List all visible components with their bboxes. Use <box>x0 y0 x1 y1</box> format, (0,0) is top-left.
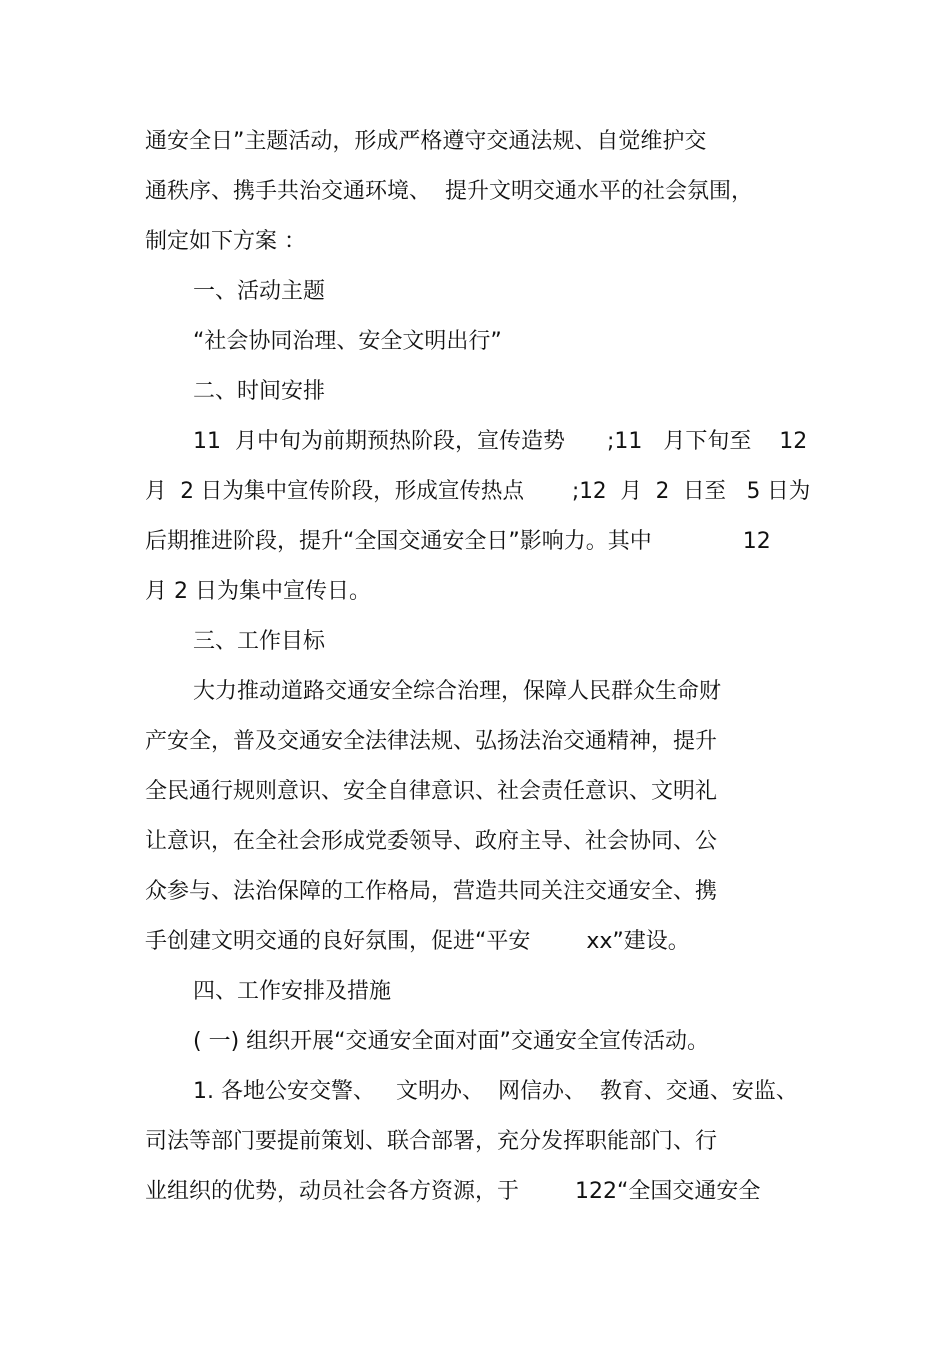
section-heading: 三、工作目标 <box>193 629 326 654</box>
body-text-line: 月 2 日为集中宣传阶段，形成宣传热点 ;12 月 2 日至 5 日为 <box>145 479 811 504</box>
body-text-line: 业组织的优势，动员社会各方资源，于 122“全国交通安全 <box>145 1179 761 1204</box>
body-text-line: 1. 各地公安交警、 文明办、 网信办、 教育、交通、安监、 <box>193 1079 798 1104</box>
body-text-line: 产安全，普及交通安全法律法规、弘扬法治交通精神，提升 <box>145 729 718 754</box>
subsection-heading: ( 一) 组织开展“交通安全面对面”交通安全宣传活动。 <box>193 1029 709 1054</box>
body-text-line: 11 月中旬为前期预热阶段，宣传造势 ;11 月下旬至 12 <box>193 429 808 454</box>
body-text-line: 月 2 日为集中宣传日。 <box>145 579 371 604</box>
body-text-line: 后期推进阶段，提升“全国交通安全日”影响力。其中 12 <box>145 529 771 554</box>
body-text-line: 制定如下方案 ： <box>145 229 306 254</box>
body-text-line: 司法等部门要提前策划、联合部署，充分发挥职能部门、行 <box>145 1129 718 1154</box>
section-heading: 四、工作安排及措施 <box>193 979 392 1004</box>
body-text-line: 大力推动道路交通安全综合治理，保障人民群众生命财 <box>193 679 722 704</box>
body-text-line: 手创建文明交通的良好氛围，促进“平安 xx”建设。 <box>145 929 690 954</box>
body-text-line: 让意识，在全社会形成党委领导、政府主导、社会协同、公 <box>145 829 718 854</box>
section-heading: 一、活动主题 <box>193 279 326 304</box>
body-text-line: 全民通行规则意识、安全自律意识、社会责任意识、文明礼 <box>145 779 718 804</box>
body-text-line: 通安全日”主题活动，形成严格遵守交通法规、自觉维护交 <box>145 129 707 154</box>
body-text-line: 通秩序、携手共治交通环境、 提升文明交通水平的社会氛围， <box>145 179 753 204</box>
section-heading: 二、时间安排 <box>193 379 326 404</box>
theme-quote: “社会协同治理、安全文明出行” <box>193 329 502 354</box>
body-text-line: 众参与、法治保障的工作格局，营造共同关注交通安全、携 <box>145 879 718 904</box>
